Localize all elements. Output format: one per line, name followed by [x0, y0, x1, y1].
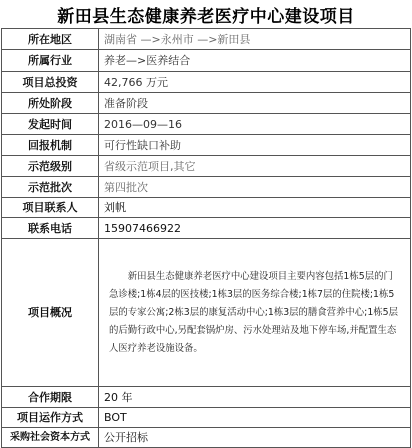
table-row-industry: [2, 50, 411, 72]
row-value-operation-mode: BOT: [99, 408, 411, 428]
row-value-return-mechanism: 可行性缺口补助: [99, 135, 411, 156]
table-row-return-mechanism: [2, 135, 411, 156]
row-label: 示范批次: [2, 177, 99, 198]
row-label: 项目运作方式: [2, 408, 99, 428]
row-label: 项目联系人: [2, 198, 99, 218]
row-value-phone: 15907466922: [99, 218, 411, 239]
row-label: 发起时间: [2, 114, 99, 135]
row-value-procurement: 公开招标: [99, 428, 411, 448]
row-label: 示范级别: [2, 156, 99, 177]
row-label: 采购社会资本方式: [2, 428, 99, 448]
row-label: 所在地区: [2, 29, 99, 50]
table-row-stage: [2, 93, 411, 114]
table-row-phone: [2, 218, 411, 239]
row-value-investment: 42,766 万元: [99, 72, 411, 93]
row-value-launch-date: 2016—09—16: [99, 114, 411, 135]
table-row-investment: [2, 72, 411, 93]
table-row-launch-date: [2, 114, 411, 135]
row-value-region: 湖南省 —>永州市 —>新田县: [99, 29, 411, 50]
table-row-overview: [2, 239, 411, 387]
row-value-term: 20 年: [99, 387, 411, 408]
table-row-demo-batch: [2, 177, 411, 198]
row-value-industry: 养老—>医养结合: [99, 50, 411, 72]
row-value-contact: 刘帆: [99, 198, 411, 218]
row-label: 联系电话: [2, 218, 99, 239]
row-value-demo-level: 省级示范项目,其它: [99, 156, 411, 177]
table-row-region: [2, 29, 411, 50]
row-label: 合作期限: [2, 387, 99, 408]
row-value-demo-batch: 第四批次: [99, 177, 411, 198]
row-value-overview: 新田县生态健康养老医疗中心建设项目主要内容包括1栋5层的门急诊楼;1栋4层的医技楼;1栋3层的医务综合楼;1栋7层的住院楼;1栋5层的专家公寓;2栋3层的康复活动中心;1栋3层的膳食营养中心;1栋5层的后勤行政中心,另配套锅炉房、污水处理站及地下停车场,并配置生态人医疗养老设施设备。: [99, 239, 411, 387]
table-row-term: [2, 387, 411, 408]
row-value-stage: 准备阶段: [99, 93, 411, 114]
table-row-procurement: [2, 428, 411, 448]
row-label: 所属行业: [2, 50, 99, 72]
table-row-operation-mode: [2, 408, 411, 428]
table-row-contact: [2, 198, 411, 218]
project-info-table: [1, 28, 411, 448]
row-label: 回报机制: [2, 135, 99, 156]
row-label: 所处阶段: [2, 93, 99, 114]
page-title: 新田县生态健康养老医疗中心建设项目: [57, 6, 355, 27]
row-label: 项目总投资: [2, 72, 99, 93]
row-label: 项目概况: [2, 239, 99, 387]
table-row-demo-level: [2, 156, 411, 177]
